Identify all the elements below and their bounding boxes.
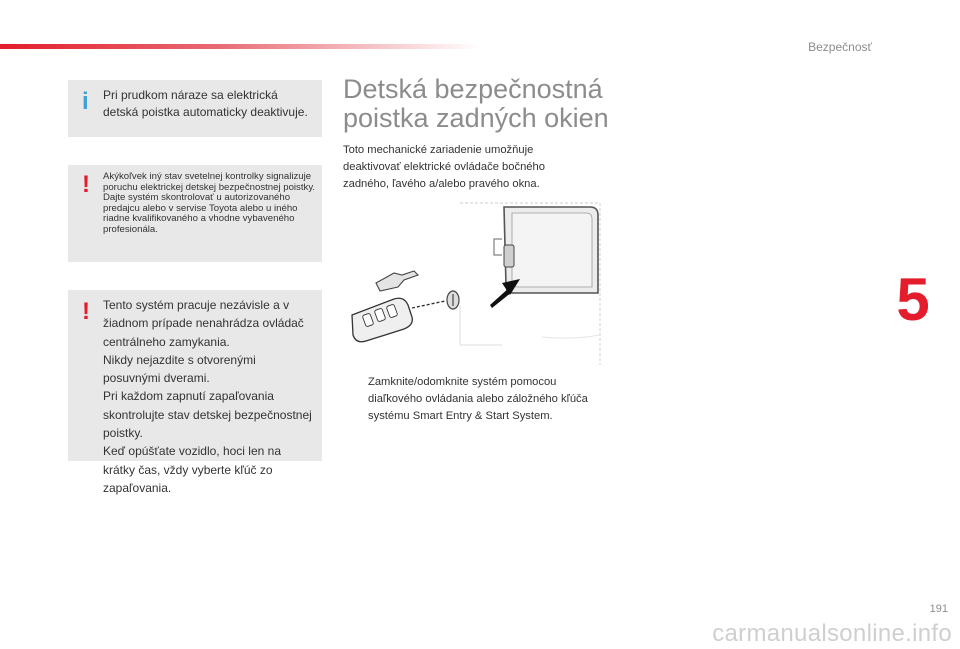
warning-box-1 bbox=[68, 165, 322, 262]
warning-box-2-text: Tento systém pracuje nezávisle a v žiadnom prípade nenahrádza ovládač centrálneho zamykania. Nikdy nejazdite s otvorenými posuvnými dverami. Pri každom zapnutí zapaľovania skontrolujte stav detskej bezpečnostnej poistky. Keď opúšťate vozidlo, hoci len na krátky čas, vždy vyberte kľúč zo zapaľovania. bbox=[103, 298, 312, 495]
section-title: Bezpečnosť bbox=[808, 40, 872, 54]
intro-paragraph: Toto mechanické zariadenie umožňuje deaktivovať elektrické ovládače bočného zadného, ľavého a/alebo pravého okna. bbox=[343, 144, 545, 190]
info-box bbox=[68, 80, 322, 137]
warning-icon: ! bbox=[82, 298, 90, 325]
warning-box-1-text: Akýkoľvek iný stav svetelnej kontrolky signalizuje poruchu elektrickej detskej bezpečnostnej poistky. Dajte systém skontrolovať u autorizovaného predajcu alebo v servise Toyota alebo u iného riadne kvalifikovaného a vhodne vybaveného profesionála. bbox=[103, 171, 316, 235]
info-icon: i bbox=[82, 88, 89, 115]
warning-icon: ! bbox=[82, 171, 90, 198]
watermark: carmanualsonline.info bbox=[712, 620, 952, 647]
info-box-text: Pri prudkom náraze sa elektrická detská poistka automaticky deaktivuje. bbox=[103, 88, 308, 119]
page-heading: Detská bezpečnostná poistka zadných okien bbox=[343, 74, 609, 133]
page-number: 191 bbox=[929, 603, 948, 615]
chapter-number: 5 bbox=[896, 266, 930, 333]
warning-box-2 bbox=[68, 290, 322, 495]
door-key-illustration bbox=[342, 195, 610, 365]
header-accent-bar bbox=[0, 44, 480, 49]
instruction-text: Zamknite/odomknite systém pomocou diaľkového ovládania alebo záložného kľúča systému Smart Entry & Start System. bbox=[368, 376, 588, 422]
